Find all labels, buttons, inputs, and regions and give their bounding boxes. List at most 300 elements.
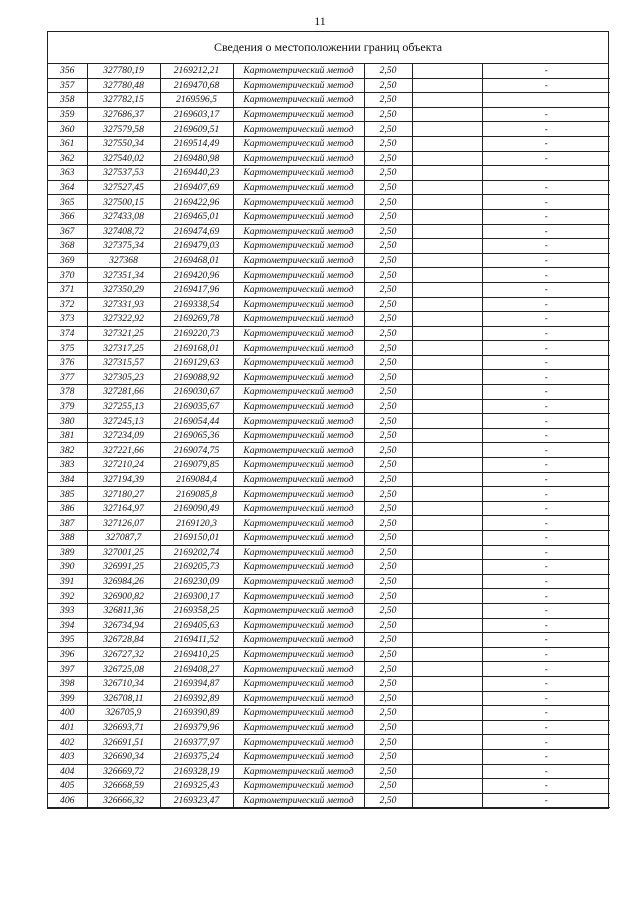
x-coordinate-cell: 327331,93	[87, 297, 160, 312]
method-cell: Картометрический метод	[233, 414, 364, 429]
table-row	[48, 370, 610, 385]
coordinates-sheet	[47, 31, 609, 809]
point-number-cell: 394	[48, 618, 87, 633]
empty-cell	[412, 93, 482, 108]
method-cell: Картометрический метод	[233, 618, 364, 633]
y-coordinate-cell: 2169596,5	[160, 93, 233, 108]
y-coordinate-cell: 2169420,96	[160, 268, 233, 283]
precision-cell: 2,50	[364, 239, 412, 254]
table-row	[48, 458, 610, 473]
description-cell: -	[482, 370, 610, 385]
method-cell: Картометрический метод	[233, 603, 364, 618]
x-coordinate-cell: 326705,9	[87, 706, 160, 721]
description-cell: -	[482, 297, 610, 312]
description-cell: -	[482, 209, 610, 224]
table-row	[48, 735, 610, 750]
description-cell: -	[482, 326, 610, 341]
x-coordinate-cell: 326693,71	[87, 720, 160, 735]
method-cell: Картометрический метод	[233, 735, 364, 750]
empty-cell	[412, 326, 482, 341]
description-cell: -	[482, 764, 610, 779]
y-coordinate-cell: 2169065,36	[160, 428, 233, 443]
precision-cell: 2,50	[364, 136, 412, 151]
y-coordinate-cell: 2169392,89	[160, 691, 233, 706]
y-coordinate-cell: 2169323,47	[160, 793, 233, 808]
method-cell: Картометрический метод	[233, 195, 364, 210]
empty-cell	[412, 385, 482, 400]
point-number-cell: 362	[48, 151, 87, 166]
method-cell: Картометрический метод	[233, 253, 364, 268]
method-cell: Картометрический метод	[233, 399, 364, 414]
point-number-cell: 370	[48, 268, 87, 283]
x-coordinate-cell: 326710,34	[87, 676, 160, 691]
method-cell: Картометрический метод	[233, 487, 364, 502]
method-cell: Картометрический метод	[233, 239, 364, 254]
x-coordinate-cell: 327579,58	[87, 122, 160, 137]
empty-cell	[412, 282, 482, 297]
x-coordinate-cell: 326734,94	[87, 618, 160, 633]
table-row	[48, 706, 610, 721]
point-number-cell: 403	[48, 749, 87, 764]
point-number-cell: 374	[48, 326, 87, 341]
precision-cell: 2,50	[364, 195, 412, 210]
table-row	[48, 749, 610, 764]
description-cell: -	[482, 531, 610, 546]
precision-cell: 2,50	[364, 282, 412, 297]
table-row	[48, 618, 610, 633]
method-cell: Картометрический метод	[233, 516, 364, 531]
table-row	[48, 93, 610, 108]
x-coordinate-cell: 327351,34	[87, 268, 160, 283]
table-row	[48, 64, 610, 78]
empty-cell	[412, 414, 482, 429]
table-body	[48, 64, 610, 808]
method-cell: Картометрический метод	[233, 662, 364, 677]
description-cell: -	[482, 779, 610, 794]
y-coordinate-cell: 2169328,19	[160, 764, 233, 779]
empty-cell	[412, 706, 482, 721]
point-number-cell: 369	[48, 253, 87, 268]
x-coordinate-cell: 327686,37	[87, 107, 160, 122]
method-cell: Картометрический метод	[233, 64, 364, 78]
description-cell: -	[482, 735, 610, 750]
method-cell: Картометрический метод	[233, 764, 364, 779]
empty-cell	[412, 779, 482, 794]
empty-cell	[412, 312, 482, 327]
empty-cell	[412, 487, 482, 502]
point-number-cell: 376	[48, 355, 87, 370]
description-cell: -	[482, 385, 610, 400]
method-cell: Картометрический метод	[233, 560, 364, 575]
precision-cell: 2,50	[364, 224, 412, 239]
method-cell: Картометрический метод	[233, 224, 364, 239]
empty-cell	[412, 399, 482, 414]
y-coordinate-cell: 2169269,78	[160, 312, 233, 327]
precision-cell: 2,50	[364, 516, 412, 531]
description-cell: -	[482, 706, 610, 721]
precision-cell: 2,50	[364, 618, 412, 633]
table-row	[48, 224, 610, 239]
precision-cell: 2,50	[364, 603, 412, 618]
method-cell: Картометрический метод	[233, 501, 364, 516]
precision-cell: 2,50	[364, 341, 412, 356]
empty-cell	[412, 253, 482, 268]
point-number-cell: 385	[48, 487, 87, 502]
point-number-cell: 372	[48, 297, 87, 312]
method-cell: Картометрический метод	[233, 122, 364, 137]
description-cell: -	[482, 676, 610, 691]
method-cell: Картометрический метод	[233, 691, 364, 706]
precision-cell: 2,50	[364, 326, 412, 341]
x-coordinate-cell: 326691,51	[87, 735, 160, 750]
description-cell: -	[482, 78, 610, 93]
y-coordinate-cell: 2169408,27	[160, 662, 233, 677]
empty-cell	[412, 662, 482, 677]
y-coordinate-cell: 2169054,44	[160, 414, 233, 429]
y-coordinate-cell: 2169202,74	[160, 545, 233, 560]
x-coordinate-cell: 327500,15	[87, 195, 160, 210]
table-row	[48, 385, 610, 400]
x-coordinate-cell: 327001,25	[87, 545, 160, 560]
point-number-cell: 363	[48, 166, 87, 181]
table-row	[48, 764, 610, 779]
y-coordinate-cell: 2169090,49	[160, 501, 233, 516]
empty-cell	[412, 64, 482, 78]
point-number-cell: 368	[48, 239, 87, 254]
point-number-cell: 381	[48, 428, 87, 443]
table-row	[48, 472, 610, 487]
y-coordinate-cell: 2169410,25	[160, 647, 233, 662]
precision-cell: 2,50	[364, 793, 412, 808]
method-cell: Картометрический метод	[233, 341, 364, 356]
point-number-cell: 380	[48, 414, 87, 429]
point-number-cell: 399	[48, 691, 87, 706]
point-number-cell: 365	[48, 195, 87, 210]
description-cell: -	[482, 545, 610, 560]
x-coordinate-cell: 327780,48	[87, 78, 160, 93]
table-row	[48, 282, 610, 297]
table-row	[48, 501, 610, 516]
x-coordinate-cell: 326669,72	[87, 764, 160, 779]
table-row	[48, 195, 610, 210]
description-cell: -	[482, 749, 610, 764]
empty-cell	[412, 341, 482, 356]
point-number-cell: 396	[48, 647, 87, 662]
y-coordinate-cell: 2169417,96	[160, 282, 233, 297]
precision-cell: 2,50	[364, 662, 412, 677]
precision-cell: 2,50	[364, 749, 412, 764]
table-row	[48, 253, 610, 268]
y-coordinate-cell: 2169407,69	[160, 180, 233, 195]
point-number-cell: 400	[48, 706, 87, 721]
point-number-cell: 378	[48, 385, 87, 400]
description-cell: -	[482, 239, 610, 254]
y-coordinate-cell: 2169212,21	[160, 64, 233, 78]
table-row	[48, 122, 610, 137]
point-number-cell: 382	[48, 443, 87, 458]
method-cell: Картометрический метод	[233, 180, 364, 195]
description-cell: -	[482, 560, 610, 575]
empty-cell	[412, 443, 482, 458]
y-coordinate-cell: 2169205,73	[160, 560, 233, 575]
description-cell: -	[482, 633, 610, 648]
method-cell: Картометрический метод	[233, 282, 364, 297]
table-row	[48, 209, 610, 224]
y-coordinate-cell: 2169609,51	[160, 122, 233, 137]
empty-cell	[412, 239, 482, 254]
x-coordinate-cell: 326708,11	[87, 691, 160, 706]
y-coordinate-cell: 2169479,03	[160, 239, 233, 254]
description-cell: -	[482, 224, 610, 239]
table-row	[48, 793, 610, 808]
table-row	[48, 341, 610, 356]
empty-cell	[412, 691, 482, 706]
empty-cell	[412, 180, 482, 195]
point-number-cell: 356	[48, 64, 87, 78]
precision-cell: 2,50	[364, 443, 412, 458]
description-cell: -	[482, 107, 610, 122]
table-row	[48, 691, 610, 706]
method-cell: Картометрический метод	[233, 107, 364, 122]
precision-cell: 2,50	[364, 676, 412, 691]
description-cell: -	[482, 399, 610, 414]
method-cell: Картометрический метод	[233, 779, 364, 794]
y-coordinate-cell: 2169440,23	[160, 166, 233, 181]
x-coordinate-cell: 327782,15	[87, 93, 160, 108]
y-coordinate-cell: 2169394,87	[160, 676, 233, 691]
y-coordinate-cell: 2169168,01	[160, 341, 233, 356]
empty-cell	[412, 355, 482, 370]
y-coordinate-cell: 2169514,49	[160, 136, 233, 151]
x-coordinate-cell: 327194,39	[87, 472, 160, 487]
x-coordinate-cell: 326727,32	[87, 647, 160, 662]
point-number-cell: 375	[48, 341, 87, 356]
description-cell: -	[482, 516, 610, 531]
point-number-cell: 377	[48, 370, 87, 385]
point-number-cell: 389	[48, 545, 87, 560]
method-cell: Картометрический метод	[233, 531, 364, 546]
table-row	[48, 589, 610, 604]
precision-cell: 2,50	[364, 399, 412, 414]
description-cell: -	[482, 458, 610, 473]
empty-cell	[412, 603, 482, 618]
y-coordinate-cell: 2169325,43	[160, 779, 233, 794]
table-row	[48, 180, 610, 195]
precision-cell: 2,50	[364, 151, 412, 166]
precision-cell: 2,50	[364, 531, 412, 546]
description-cell: -	[482, 282, 610, 297]
x-coordinate-cell: 326666,32	[87, 793, 160, 808]
x-coordinate-cell: 327540,02	[87, 151, 160, 166]
empty-cell	[412, 633, 482, 648]
table-row	[48, 399, 610, 414]
x-coordinate-cell: 327408,72	[87, 224, 160, 239]
description-cell	[482, 166, 610, 181]
empty-cell	[412, 297, 482, 312]
precision-cell: 2,50	[364, 589, 412, 604]
method-cell: Картометрический метод	[233, 472, 364, 487]
y-coordinate-cell: 2169480,98	[160, 151, 233, 166]
point-number-cell: 391	[48, 574, 87, 589]
precision-cell: 2,50	[364, 735, 412, 750]
page-number: 11	[314, 14, 326, 28]
method-cell: Картометрический метод	[233, 720, 364, 735]
empty-cell	[412, 78, 482, 93]
empty-cell	[412, 195, 482, 210]
description-cell: -	[482, 64, 610, 78]
description-cell: -	[482, 662, 610, 677]
method-cell: Картометрический метод	[233, 545, 364, 560]
x-coordinate-cell: 326811,36	[87, 603, 160, 618]
x-coordinate-cell: 327164,97	[87, 501, 160, 516]
precision-cell: 2,50	[364, 647, 412, 662]
x-coordinate-cell: 327234,09	[87, 428, 160, 443]
description-cell: -	[482, 428, 610, 443]
table-row	[48, 239, 610, 254]
table-row	[48, 560, 610, 575]
description-cell: -	[482, 414, 610, 429]
precision-cell: 2,50	[364, 385, 412, 400]
x-coordinate-cell: 326668,59	[87, 779, 160, 794]
point-number-cell: 387	[48, 516, 87, 531]
empty-cell	[412, 531, 482, 546]
table-row	[48, 136, 610, 151]
table-row	[48, 516, 610, 531]
x-coordinate-cell: 326728,84	[87, 633, 160, 648]
x-coordinate-cell: 326991,25	[87, 560, 160, 575]
point-number-cell: 393	[48, 603, 87, 618]
x-coordinate-cell: 326725,08	[87, 662, 160, 677]
x-coordinate-cell: 327433,08	[87, 209, 160, 224]
method-cell: Картометрический метод	[233, 676, 364, 691]
point-number-cell: 373	[48, 312, 87, 327]
empty-cell	[412, 545, 482, 560]
method-cell: Картометрический метод	[233, 78, 364, 93]
coordinates-table	[48, 64, 610, 808]
description-cell: -	[482, 312, 610, 327]
description-cell: -	[482, 501, 610, 516]
y-coordinate-cell: 2169079,85	[160, 458, 233, 473]
precision-cell: 2,50	[364, 472, 412, 487]
table-row	[48, 414, 610, 429]
method-cell: Картометрический метод	[233, 647, 364, 662]
table-row	[48, 297, 610, 312]
description-cell: -	[482, 122, 610, 137]
method-cell: Картометрический метод	[233, 268, 364, 283]
point-number-cell: 360	[48, 122, 87, 137]
table-row	[48, 268, 610, 283]
description-cell: -	[482, 355, 610, 370]
table-row	[48, 676, 610, 691]
empty-cell	[412, 618, 482, 633]
y-coordinate-cell: 2169474,69	[160, 224, 233, 239]
x-coordinate-cell: 327281,66	[87, 385, 160, 400]
description-cell: -	[482, 268, 610, 283]
y-coordinate-cell: 2169375,24	[160, 749, 233, 764]
precision-cell: 2,50	[364, 720, 412, 735]
empty-cell	[412, 107, 482, 122]
y-coordinate-cell: 2169470,68	[160, 78, 233, 93]
precision-cell: 2,50	[364, 458, 412, 473]
precision-cell: 2,50	[364, 166, 412, 181]
x-coordinate-cell: 326984,26	[87, 574, 160, 589]
empty-cell	[412, 676, 482, 691]
table-row	[48, 647, 610, 662]
description-cell: -	[482, 136, 610, 151]
point-number-cell: 402	[48, 735, 87, 750]
x-coordinate-cell: 327537,53	[87, 166, 160, 181]
y-coordinate-cell: 2169129,63	[160, 355, 233, 370]
x-coordinate-cell: 327780,19	[87, 64, 160, 78]
point-number-cell: 401	[48, 720, 87, 735]
precision-cell: 2,50	[364, 414, 412, 429]
method-cell: Картометрический метод	[233, 297, 364, 312]
point-number-cell: 384	[48, 472, 87, 487]
empty-cell	[412, 516, 482, 531]
description-cell: -	[482, 618, 610, 633]
point-number-cell: 392	[48, 589, 87, 604]
description-cell	[482, 93, 610, 108]
empty-cell	[412, 209, 482, 224]
method-cell: Картометрический метод	[233, 749, 364, 764]
y-coordinate-cell: 2169390,89	[160, 706, 233, 721]
point-number-cell: 405	[48, 779, 87, 794]
precision-cell: 2,50	[364, 428, 412, 443]
table-row	[48, 443, 610, 458]
precision-cell: 2,50	[364, 78, 412, 93]
method-cell: Картометрический метод	[233, 458, 364, 473]
precision-cell: 2,50	[364, 253, 412, 268]
precision-cell: 2,50	[364, 560, 412, 575]
table-row	[48, 603, 610, 618]
x-coordinate-cell: 327368	[87, 253, 160, 268]
x-coordinate-cell: 327255,13	[87, 399, 160, 414]
description-cell: -	[482, 151, 610, 166]
precision-cell: 2,50	[364, 209, 412, 224]
precision-cell: 2,50	[364, 268, 412, 283]
x-coordinate-cell: 326690,34	[87, 749, 160, 764]
point-number-cell: 386	[48, 501, 87, 516]
method-cell: Картометрический метод	[233, 355, 364, 370]
point-number-cell: 398	[48, 676, 87, 691]
y-coordinate-cell: 2169411,52	[160, 633, 233, 648]
precision-cell: 2,50	[364, 487, 412, 502]
point-number-cell: 364	[48, 180, 87, 195]
x-coordinate-cell: 327375,34	[87, 239, 160, 254]
method-cell: Картометрический метод	[233, 312, 364, 327]
precision-cell: 2,50	[364, 122, 412, 137]
method-cell: Картометрический метод	[233, 633, 364, 648]
empty-cell	[412, 268, 482, 283]
table-row	[48, 545, 610, 560]
y-coordinate-cell: 2169074,75	[160, 443, 233, 458]
table-row	[48, 151, 610, 166]
point-number-cell: 379	[48, 399, 87, 414]
table-row	[48, 720, 610, 735]
x-coordinate-cell: 327305,23	[87, 370, 160, 385]
point-number-cell: 406	[48, 793, 87, 808]
table-row	[48, 779, 610, 794]
empty-cell	[412, 136, 482, 151]
empty-cell	[412, 501, 482, 516]
y-coordinate-cell: 2169088,92	[160, 370, 233, 385]
precision-cell: 2,50	[364, 691, 412, 706]
empty-cell	[412, 224, 482, 239]
precision-cell: 2,50	[364, 706, 412, 721]
precision-cell: 2,50	[364, 633, 412, 648]
empty-cell	[412, 749, 482, 764]
empty-cell	[412, 647, 482, 662]
